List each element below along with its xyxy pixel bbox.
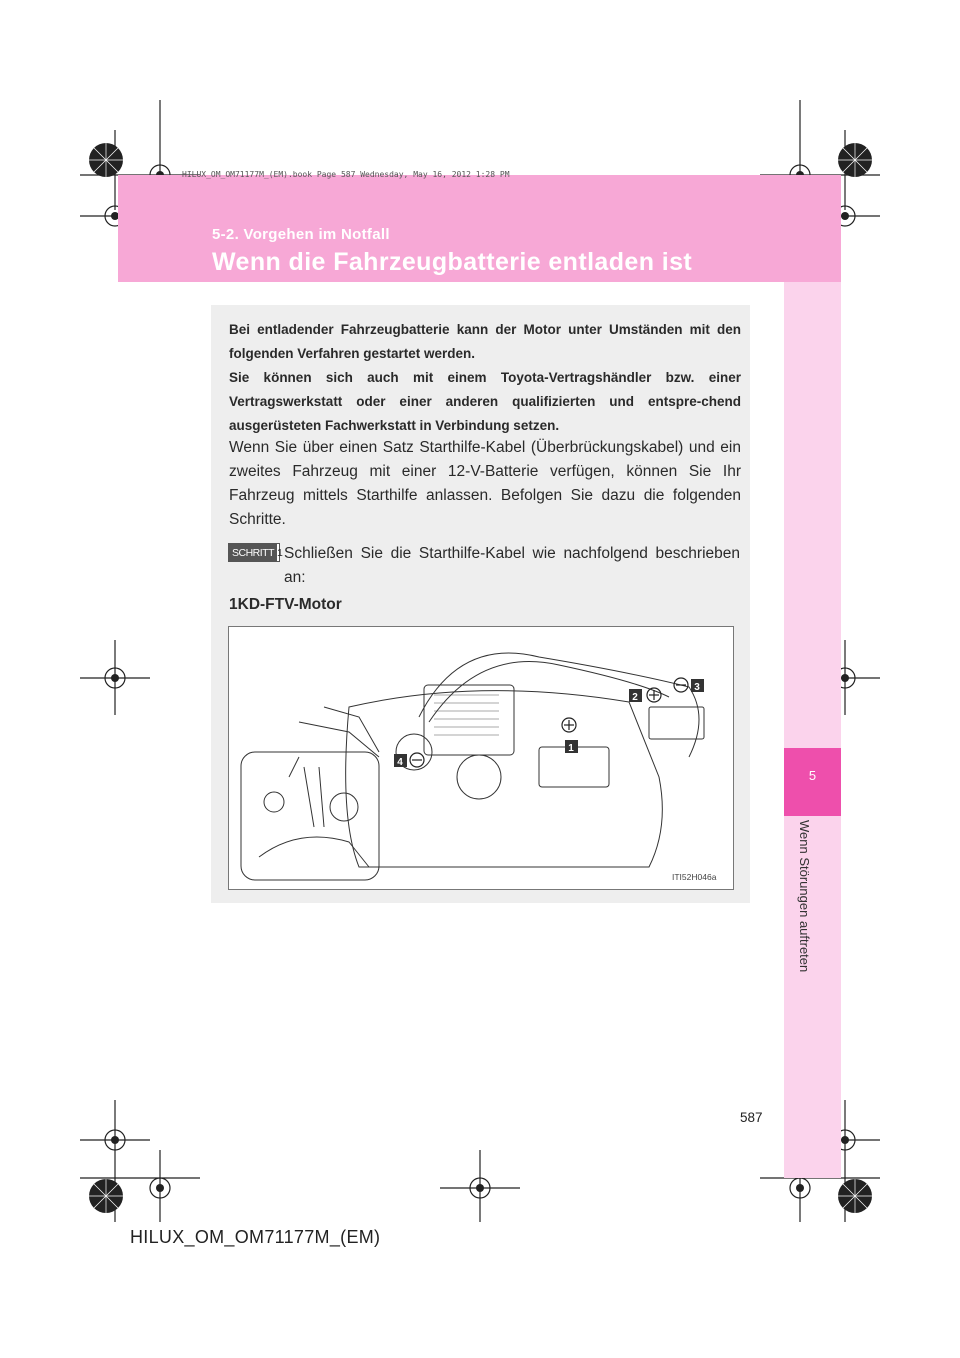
chapter-title: Wenn Störungen auftreten [797, 820, 812, 973]
engine-drawing [229, 627, 733, 889]
step-text: Schließen Sie die Starthilfe-Kabel wie nachfolgend beschrieben an: [284, 545, 740, 586]
polarity-symbols [410, 678, 688, 767]
section-label: 5-2. Vorgehen im Notfall [212, 226, 390, 243]
chapter-number: 5 [808, 768, 817, 783]
callout-2: 2 [632, 692, 638, 703]
chapter-title-vertical [797, 820, 820, 1160]
step-badge-label: SCHRITT [229, 544, 277, 561]
callout-4: 4 [397, 757, 403, 768]
engine-illustration [228, 626, 734, 890]
page-title: Wenn die Fahrzeugbatterie entladen ist [212, 248, 693, 276]
step-badge-number: 1 [277, 546, 283, 559]
engine-subheading: 1KD-FTV-Motor [229, 596, 342, 613]
file-stamp: HILUX_OM_OM71177M_(EM).book Page 587 Wednesday, May 16, 2012 1:28 PM [182, 170, 510, 179]
footer-code: HILUX_OM_OM71177M_(EM) [130, 1227, 381, 1247]
step-badge [228, 543, 283, 562]
intro-text: Bei entladender Fahrzeugbatterie kann der Motor unter Umständen mit den folgenden Verfahren gestartet werden. Sie können sich auch mit einem Toyota-Vertragshändler bzw. einer Vertragswerkstatt oder einer anderen qualifizierten und entspre-chend ausgerüsteten Fachwerkstatt in Verbindung setzen. [229, 322, 741, 433]
page-number: 587 [740, 1110, 763, 1125]
callout-3: 3 [694, 682, 700, 693]
body-text: Wenn Sie über einen Satz Starthilfe-Kabel (Überbrückungskabel) und ein zweites Fahrzeug mit einer 12-V-Batterie verfügen, können Sie Ihr Fahrzeug mittels Starthilfe anlassen. Befolgen Sie dazu die folgenden Schritte. [229, 439, 741, 528]
figure-code: ITI52H046a [672, 872, 717, 882]
callout-1: 1 [568, 743, 574, 754]
